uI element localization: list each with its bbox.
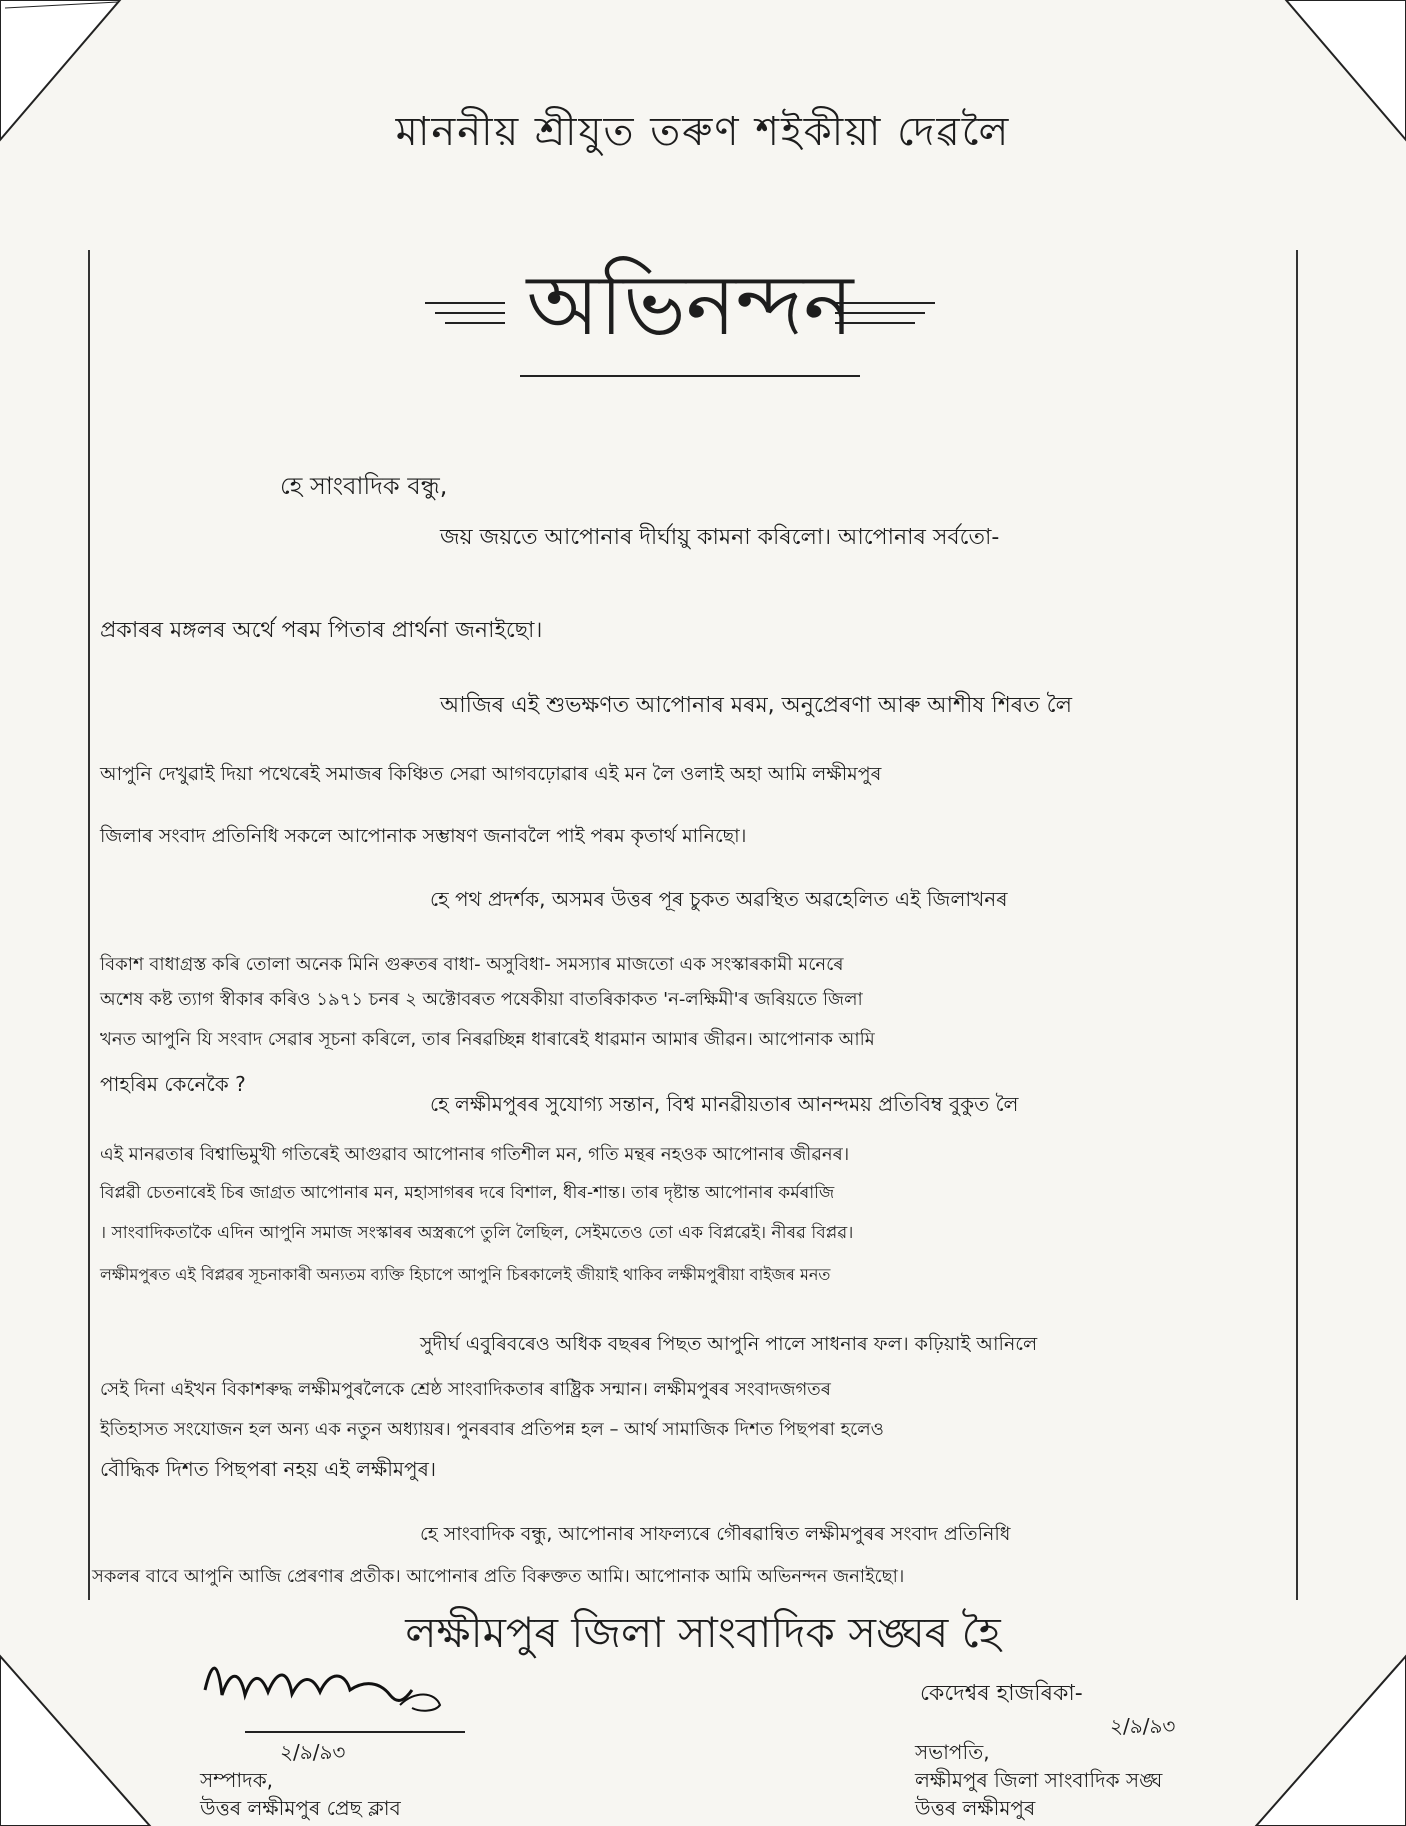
closing-line: লক্ষীমপুৰ জিলা সাংবাদিক সঙ্ঘৰ হৈ: [405, 1608, 1001, 1657]
body-line: হে সাংবাদিক বন্ধু, আপোনাৰ সাফল্যৰে গৌৰৱান্বিত লক্ষীমপুৰৰ সংবাদ প্ৰতিনিধি: [420, 1523, 1011, 1545]
title-block: [440, 240, 940, 370]
body-line: হে লক্ষীমপুৰৰ সুযোগ্য সন্তান, বিশ্ব মানৱীয়তাৰ আনন্দময় প্ৰতিবিম্ব বুকুত লৈ: [430, 1092, 1019, 1116]
body-line: হে পথ প্ৰদৰ্শক, অসমৰ উত্তৰ পূৰ চুকত অৱস্থিত অৱহেলিত এই জিলাখনৰ: [430, 887, 1008, 911]
body-line: সুদীৰ্ঘ এবুৰিবৰেও অধিক বছৰৰ পিছত আপুনি পালে সাধনাৰ ফল। কঢ়িয়াই আনিলে: [420, 1333, 1038, 1355]
bottom-left-photo-corner: [0, 1646, 160, 1826]
left-signature-org: উত্তৰ লক্ষীমপুৰ প্ৰেছ ক্লাব: [200, 1796, 401, 1820]
left-signature-mark: [200, 1650, 460, 1720]
body-line: বিকাশ বাধাগ্ৰস্ত কৰি তোলা অনেক মিনি গুৰুতৰ বাধা- অসুবিধা- সমস্যাৰ মাজতো এক সংস্কাৰকামী মনেৰে: [100, 954, 844, 975]
body-line: আপুনি দেখুৱাই দিয়া পথেৰেই সমাজৰ কিঞ্চিত সেৱা আগবঢ়োৱাৰ এই মন লৈ ওলাই অহা আমি লক্ষীমপুৰ: [100, 763, 882, 785]
body-line: অশেষ কষ্ট ত্যাগ স্বীকাৰ কৰিও ১৯৭১ চনৰ ২ অক্টোবৰত পষেকীয়া বাতৰিকাকত 'ন-লক্ষিমী'ৰ জৰিয়তে জিলা: [100, 989, 863, 1010]
body-line: আজিৰ এই শুভক্ষণত আপোনাৰ মৰম, অনুপ্ৰেৰণা আৰু আশীষ শিৰত লৈ: [440, 693, 1072, 718]
body-line: সকলৰ বাবে আপুনি আজি প্ৰেৰণাৰ প্ৰতীক। আপোনাৰ প্ৰতি বিৰুক্তত আমি। আপোনাক আমি অভিনন্দন জনাইছো।: [92, 1566, 905, 1587]
right-signature-name: কেদেশ্বৰ হাজৰিকা-: [920, 1681, 1083, 1706]
right-signature-org: লক্ষীমপুৰ জিলা সাংবাদিক সঙ্ঘ: [915, 1768, 1163, 1792]
left-signature-block: [200, 1738, 520, 1822]
salutation: হে সাংবাদিক বন্ধু,: [280, 472, 448, 500]
body-line: বিপ্লৱী চেতনাৰেই চিৰ জাগ্ৰত আপোনাৰ মন, মহাসাগৰৰ দৰে বিশাল, ধীৰ-শান্ত। তাৰ দৃষ্টান্ত আপোনাৰ কৰ্মৰাজি: [100, 1183, 835, 1203]
body-line: জয় জয়তে আপোনাৰ দীৰ্ঘায়ু কামনা কৰিলো। আপোনাৰ সৰ্বতো-: [440, 525, 1000, 550]
body-line: জিলাৰ সংবাদ প্ৰতিনিধি সকলে আপোনাক সম্ভাষণ জনাবলৈ পাই পৰম কৃতাৰ্থ মানিছো।: [100, 825, 747, 847]
body-line: বৌদ্ধিক দিশত পিছপৰা নহয় এই লক্ষীমপুৰ।: [100, 1457, 437, 1481]
left-signature-underline: [245, 1728, 465, 1736]
left-signature-date: ২/৯/৯৩: [280, 1740, 346, 1764]
right-signature-block: [915, 1738, 1335, 1822]
body-line: পাহৰিম কেনেকৈ ?: [100, 1072, 246, 1096]
dedication-heading: মাননীয় শ্ৰীযুত তৰুণ শইকীয়া দেৱলৈ: [395, 109, 1011, 155]
body-line: লক্ষীমপুৰত এই বিপ্লৱৰ সূচনাকাৰী অন্যতম ব্যক্তি হিচাপে আপুনি চিৰকালেই জীয়াই থাকিব লক্ষীমপুৰীয়া বাইজৰ মনত: [100, 1265, 831, 1284]
body-line: । সাংবাদিকতাকৈ এদিন আপুনি সমাজ সংস্কাৰৰ অস্ত্ৰৰূপে তুলি লৈছিল, সেইমতেও তো এক বিপ্লৱেই। নীৰৱ বিপ্লৱ।: [100, 1223, 854, 1243]
body-line: এই মানৱতাৰ বিশ্বাভিমুখী গতিৰেই আগুৱাব আপোনাৰ গতিশীল মন, গতি মন্থৰ নহওক আপোনাৰ জীৱনৰ।: [100, 1144, 850, 1165]
title-abhinandan: অভিনন্দন: [526, 256, 854, 354]
left-signature-role: সম্পাদক,: [200, 1768, 274, 1792]
body-line: প্ৰকাৰৰ মঙ্গলৰ অৰ্থে পৰম পিতাৰ প্ৰাৰ্থনা জনাইছো।: [100, 618, 543, 643]
body-line: সেই দিনা এইখন বিকাশৰুদ্ধ লক্ষীমপুৰলৈকে শ্ৰেষ্ঠ সাংবাদিকতাৰ ৰাষ্ট্ৰিক সন্মান। লক্ষীমপুৰৰ সংবাদজগতৰ: [100, 1379, 831, 1400]
body-line: খনত আপুনি যি সংবাদ সেৱাৰ সূচনা কৰিলে, তাৰ নিৰৱচ্ছিন্ন ধাৰাৰেই ধাৱমান আমাৰ জীৱন। আপোনাক আমি: [100, 1029, 875, 1050]
body-line: ইতিহাসত সংযোজন হল অন্য এক নতুন অধ্যায়ৰ। পুনৰবাৰ প্ৰতিপন্ন হল – আৰ্থ সামাজিক দিশত পিছপৰা হলেও: [100, 1419, 884, 1440]
title-underline: [520, 370, 860, 382]
right-signature-date: ২/৯/৯৩: [1110, 1714, 1176, 1738]
right-signature-role: সভাপতি,: [915, 1740, 990, 1764]
right-signature-place: উত্তৰ লক্ষীমপুৰ: [915, 1796, 1036, 1820]
